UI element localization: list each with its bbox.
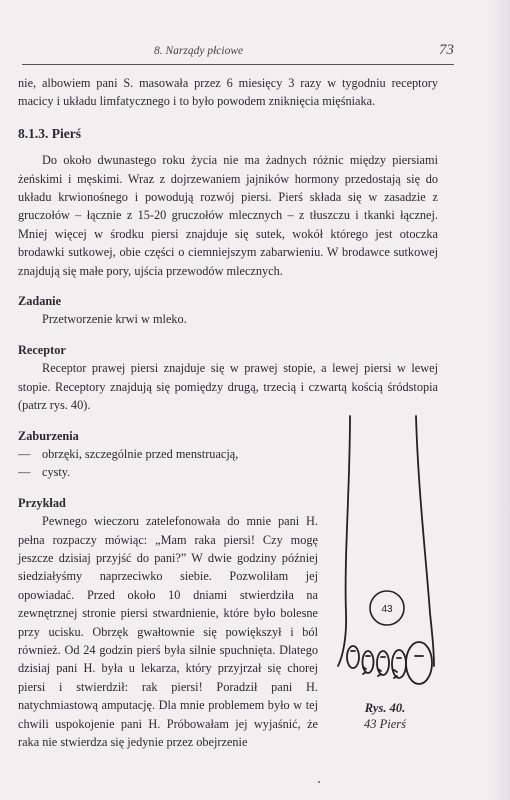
page-speck — [318, 781, 320, 783]
zadanie-text: Przetworzenie krwi w mleko. — [42, 312, 187, 327]
section-heading: 8.1.3. Pierś — [18, 125, 81, 141]
dash-bullet: — — [18, 465, 31, 480]
list-item-text: cysty. — [42, 465, 71, 480]
running-head — [22, 42, 454, 65]
przyklad-text: Pewnego wieczoru zatelefonowała do mnie pani H. pełna rozpaczy mówiąc: „Mam raka piersi! Czy mogę jeszcze dzisiaj przyjść do pani?” W dwie godziny później siedziałyśmy naprzeciwko siebie. Pozwoliłam jej opowiadać. Przed około 10 dniami stwierdziła na zewnętrznej stronie piersi stwardnienie, które było bolesne przy ucisku. Obrzęk gwałtownie się powiększył i ból również. Od 24 godzin pierś była silnie spuchnięta. Dlatego dzisiaj pani H. była u lekarza, który przyjrzał się chorej piersi i stwierdził: rak piersi! Poradził pani H. natychmiastową amputację. Dla mnie problemem było w tej chwili uspokojenie pani H. Próbowałam jej wyjaśnić, że raka nie stwierdza się jedynie przez obejrzenie — [18, 514, 318, 749]
narrow-column — [18, 427, 318, 752]
foot-outline-right — [416, 416, 434, 666]
zadanie-label: Zadanie — [18, 294, 62, 309]
list-item — [18, 463, 318, 481]
przyklad-label: Przykład — [18, 495, 66, 510]
receptor-label: Receptor — [18, 342, 66, 357]
list-item-text: obrzęki, szczególnie przed menstruacją, — [42, 446, 239, 461]
big-toe — [406, 642, 432, 684]
section-paragraph: Do około dwunastego roku życia nie ma żadnych różnic między piersiami żeńskimi i męskimi. Wraz z dojrzewaniem jajników hormony przedostają się do układu krwionośnego i powodują rozwój piersi. Pierś składa się w zasadzie z gruczołów – łącznie z 15-20 gruczołów mlecznych – z tłuszczu i tkanki łącznej. Mniej więcej w środku piersi znajduje się sutek, wokół którego jest otoczka brodawki sutkowej, obie części o ciemniejszym zabarwieniu. W brodawce sutkowej znajdują się małe pory, ujścia przewodów mlecznych. — [18, 153, 438, 278]
dash-bullet: — — [18, 446, 31, 461]
receptor-text: Receptor prawej piersi znajduje się w prawej stopie, a lewej piersi w lewej stopie. Receptory znajdują się pomiędzy drugą, trzecią i czwartą kością śródstopia (patrz rys. 40). — [18, 361, 438, 413]
toe-2 — [392, 650, 406, 678]
page-number: 73 — [439, 42, 454, 58]
figure-caption-text: 43 Pierś — [363, 717, 406, 731]
chapter-title: 8. Narządy płciowe — [154, 45, 244, 57]
toe-4 — [363, 651, 374, 673]
zaburzenia-label: Zaburzenia — [18, 428, 79, 443]
toe-5 — [347, 646, 359, 668]
list-item — [18, 445, 318, 463]
foot-diagram — [330, 408, 440, 708]
receptor-number: 43 — [381, 604, 393, 615]
figure-caption — [330, 700, 440, 732]
intro-paragraph: nie, albowiem pani S. masowała przez 6 miesięcy 3 razy w tygodniu receptory macicy i układu limfatycznego i to było powodem zniknięcia mięśniaka. — [18, 76, 438, 109]
toe-3 — [377, 651, 389, 675]
foot-outline-left — [338, 416, 350, 666]
figure-caption-title: Rys. 40. — [364, 701, 406, 715]
